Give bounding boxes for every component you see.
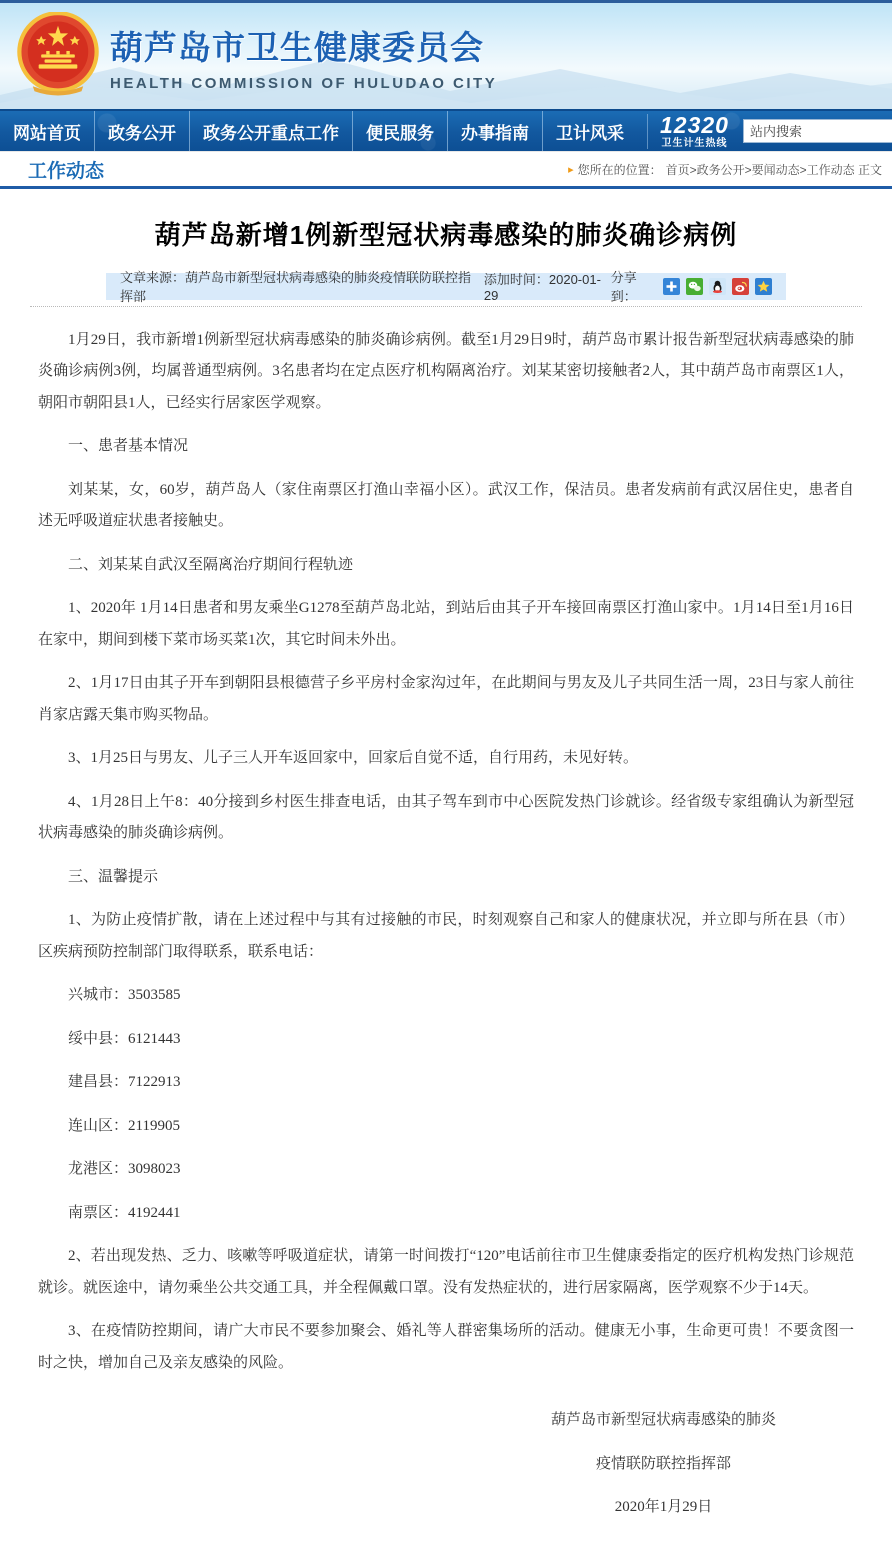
article-paragraph: 3、1月25日与男友、儿子三人开车返回家中，回家后自觉不适，自行用药，未见好转。 bbox=[68, 750, 639, 767]
article-paragraph: 连山区：2119905 bbox=[68, 1117, 180, 1134]
article-paragraph: 刘某某，女，60岁，葫芦岛人（家住南票区打渔山幸福小区）。武汉工作，保洁员。患者发病前有武汉居住史，患者自述无呼吸道症状患者接触史。 bbox=[38, 481, 854, 530]
article-paragraph: 3、在疫情防控期间，请广大市民不要参加聚会、婚礼等人群密集场所的活动。健康无小事，生命更可贵！不要贪图一时之快，增加自己及亲友感染的风险。 bbox=[38, 1323, 854, 1371]
search-box bbox=[743, 119, 892, 143]
section-divider-line bbox=[0, 186, 892, 189]
signature-line: 疫情联防联控指挥部 bbox=[595, 1455, 731, 1472]
nav-item[interactable]: 便民服务 bbox=[352, 111, 447, 151]
article-paragraph: 龙港区：3098023 bbox=[68, 1161, 181, 1178]
article-paragraph: 南票区：4192441 bbox=[68, 1204, 181, 1221]
share-more-icon[interactable] bbox=[663, 278, 680, 295]
article-title: 葫芦岛新增1例新型冠状病毒感染的肺炎确诊病例 bbox=[154, 220, 738, 250]
share-bar bbox=[611, 267, 772, 305]
qzone-icon[interactable] bbox=[755, 278, 772, 295]
breadcrumb bbox=[568, 161, 882, 178]
article-paragraph: 2、若出现发热、乏力、咳嗽等呼吸道症状，请第一时间拨打“120”电话前往市卫生健康委指定的医疗机构发热门诊规范就诊。就医途中，请勿乘坐公共交通工具，并全程佩戴口罩。没有发热症状的，进行居家隔离，医学观察不少于14天。 bbox=[38, 1248, 854, 1296]
article-paragraph: 一、患者基本情况 bbox=[68, 438, 189, 455]
site-title: 葫芦岛市卫生健康委员会 bbox=[110, 29, 484, 66]
nav-item[interactable]: 办事指南 bbox=[447, 111, 542, 151]
section-title: 工作动态 bbox=[28, 160, 105, 182]
signature-line: 葫芦岛市新型冠状病毒感染的肺炎 bbox=[550, 1412, 776, 1429]
signature-block bbox=[551, 1405, 776, 1524]
subheader bbox=[0, 151, 892, 186]
signature-line: 2020年1月29日 bbox=[614, 1499, 713, 1516]
article-meta-bar bbox=[106, 270, 786, 305]
china-national-emblem-icon[interactable] bbox=[16, 12, 100, 100]
breadcrumb-label: 您所在的位置： bbox=[577, 162, 662, 177]
article-paragraph: 建昌县：7122913 bbox=[68, 1074, 181, 1091]
hotline-badge bbox=[647, 111, 729, 149]
article-paragraph: 4、1月28日上午8：40分接到乡村医生排查电话，由其子驾车到市中心医院发热门诊就诊。经省级专家组确认为新型冠状病毒感染的肺炎确诊病例。 bbox=[38, 793, 854, 842]
article-body bbox=[38, 325, 854, 1380]
article-time: 添加时间：2020-01-29 bbox=[483, 272, 601, 304]
nav-item[interactable]: 卫计风采 bbox=[542, 111, 637, 151]
article-paragraph: 三、温馨提示 bbox=[68, 868, 159, 885]
search-input[interactable] bbox=[743, 119, 892, 143]
weibo-icon[interactable] bbox=[732, 278, 749, 295]
site-banner bbox=[0, 3, 892, 109]
wechat-icon[interactable] bbox=[686, 278, 703, 295]
site-title-en: HEALTH COMMISSION OF HULUDAO CITY bbox=[110, 75, 498, 92]
banner-inner bbox=[0, 3, 892, 109]
nav-item[interactable]: 政务公开重点工作 bbox=[189, 111, 352, 151]
dotted-divider bbox=[30, 306, 862, 307]
nav-items bbox=[0, 111, 637, 151]
article-paragraph: 二、刘某某自武汉至隔离治疗期间行程轨迹 bbox=[68, 556, 354, 573]
nav-item[interactable]: 政务公开 bbox=[94, 111, 189, 151]
main-nav bbox=[0, 109, 892, 151]
hotline-label: 卫生计生热线 bbox=[661, 137, 728, 149]
share-label: 分享到： bbox=[610, 270, 637, 305]
article-paragraph: 兴城市：3503585 bbox=[68, 987, 181, 1004]
site-titles bbox=[110, 20, 497, 92]
article-paragraph: 1月29日，我市新增1例新型冠状病毒感染的肺炎确诊病例。截至1月29日9时，葫芦岛市累计报告新型冠状病毒感染的肺炎确诊病例3例，均属普通型病例。3名患者均在定点医疗机构隔离治疗。刘某某密切接触者2人，其中葫芦岛市南票区1人，朝阳市朝阳县1人，已经实行居家医学观察。 bbox=[38, 331, 854, 411]
arrow-right-icon: ▸ bbox=[568, 163, 574, 176]
article-paragraph: 1、为防止疫情扩散，请在上述过程中与其有过接触的市民，时刻观察自己和家人的健康状况，并立即与所在县（市）区疾病预防控制部门取得联系，联系电话： bbox=[38, 912, 854, 960]
article-paragraph: 1、2020年 1月14日患者和男友乘坐G1278至葫芦岛北站，到站后由其子开车接回南票区打渔山家中。1月14日至1月16日在家中，期间到楼下菜市场买菜1次，其它时间未外出。 bbox=[38, 600, 854, 648]
article-paragraph: 2、1月17日由其子开车到朝阳县根德营子乡平房村金家沟过年，在此期间与男友及儿子共同生活一周，23日与家人前往肖家店露天集市购买物品。 bbox=[38, 675, 854, 723]
breadcrumb-path[interactable]: 首页>政务公开>要闻动态>工作动态 正文 bbox=[665, 162, 882, 177]
qq-icon[interactable] bbox=[709, 278, 726, 295]
hotline-number: 12320 bbox=[660, 111, 729, 138]
article bbox=[0, 219, 892, 1558]
article-source: 文章来源：葫芦岛市新型冠状病毒感染的肺炎疫情联防联控指挥部 bbox=[120, 270, 472, 305]
article-paragraph: 绥中县：6121443 bbox=[68, 1030, 181, 1047]
nav-item[interactable]: 网站首页 bbox=[13, 123, 81, 143]
